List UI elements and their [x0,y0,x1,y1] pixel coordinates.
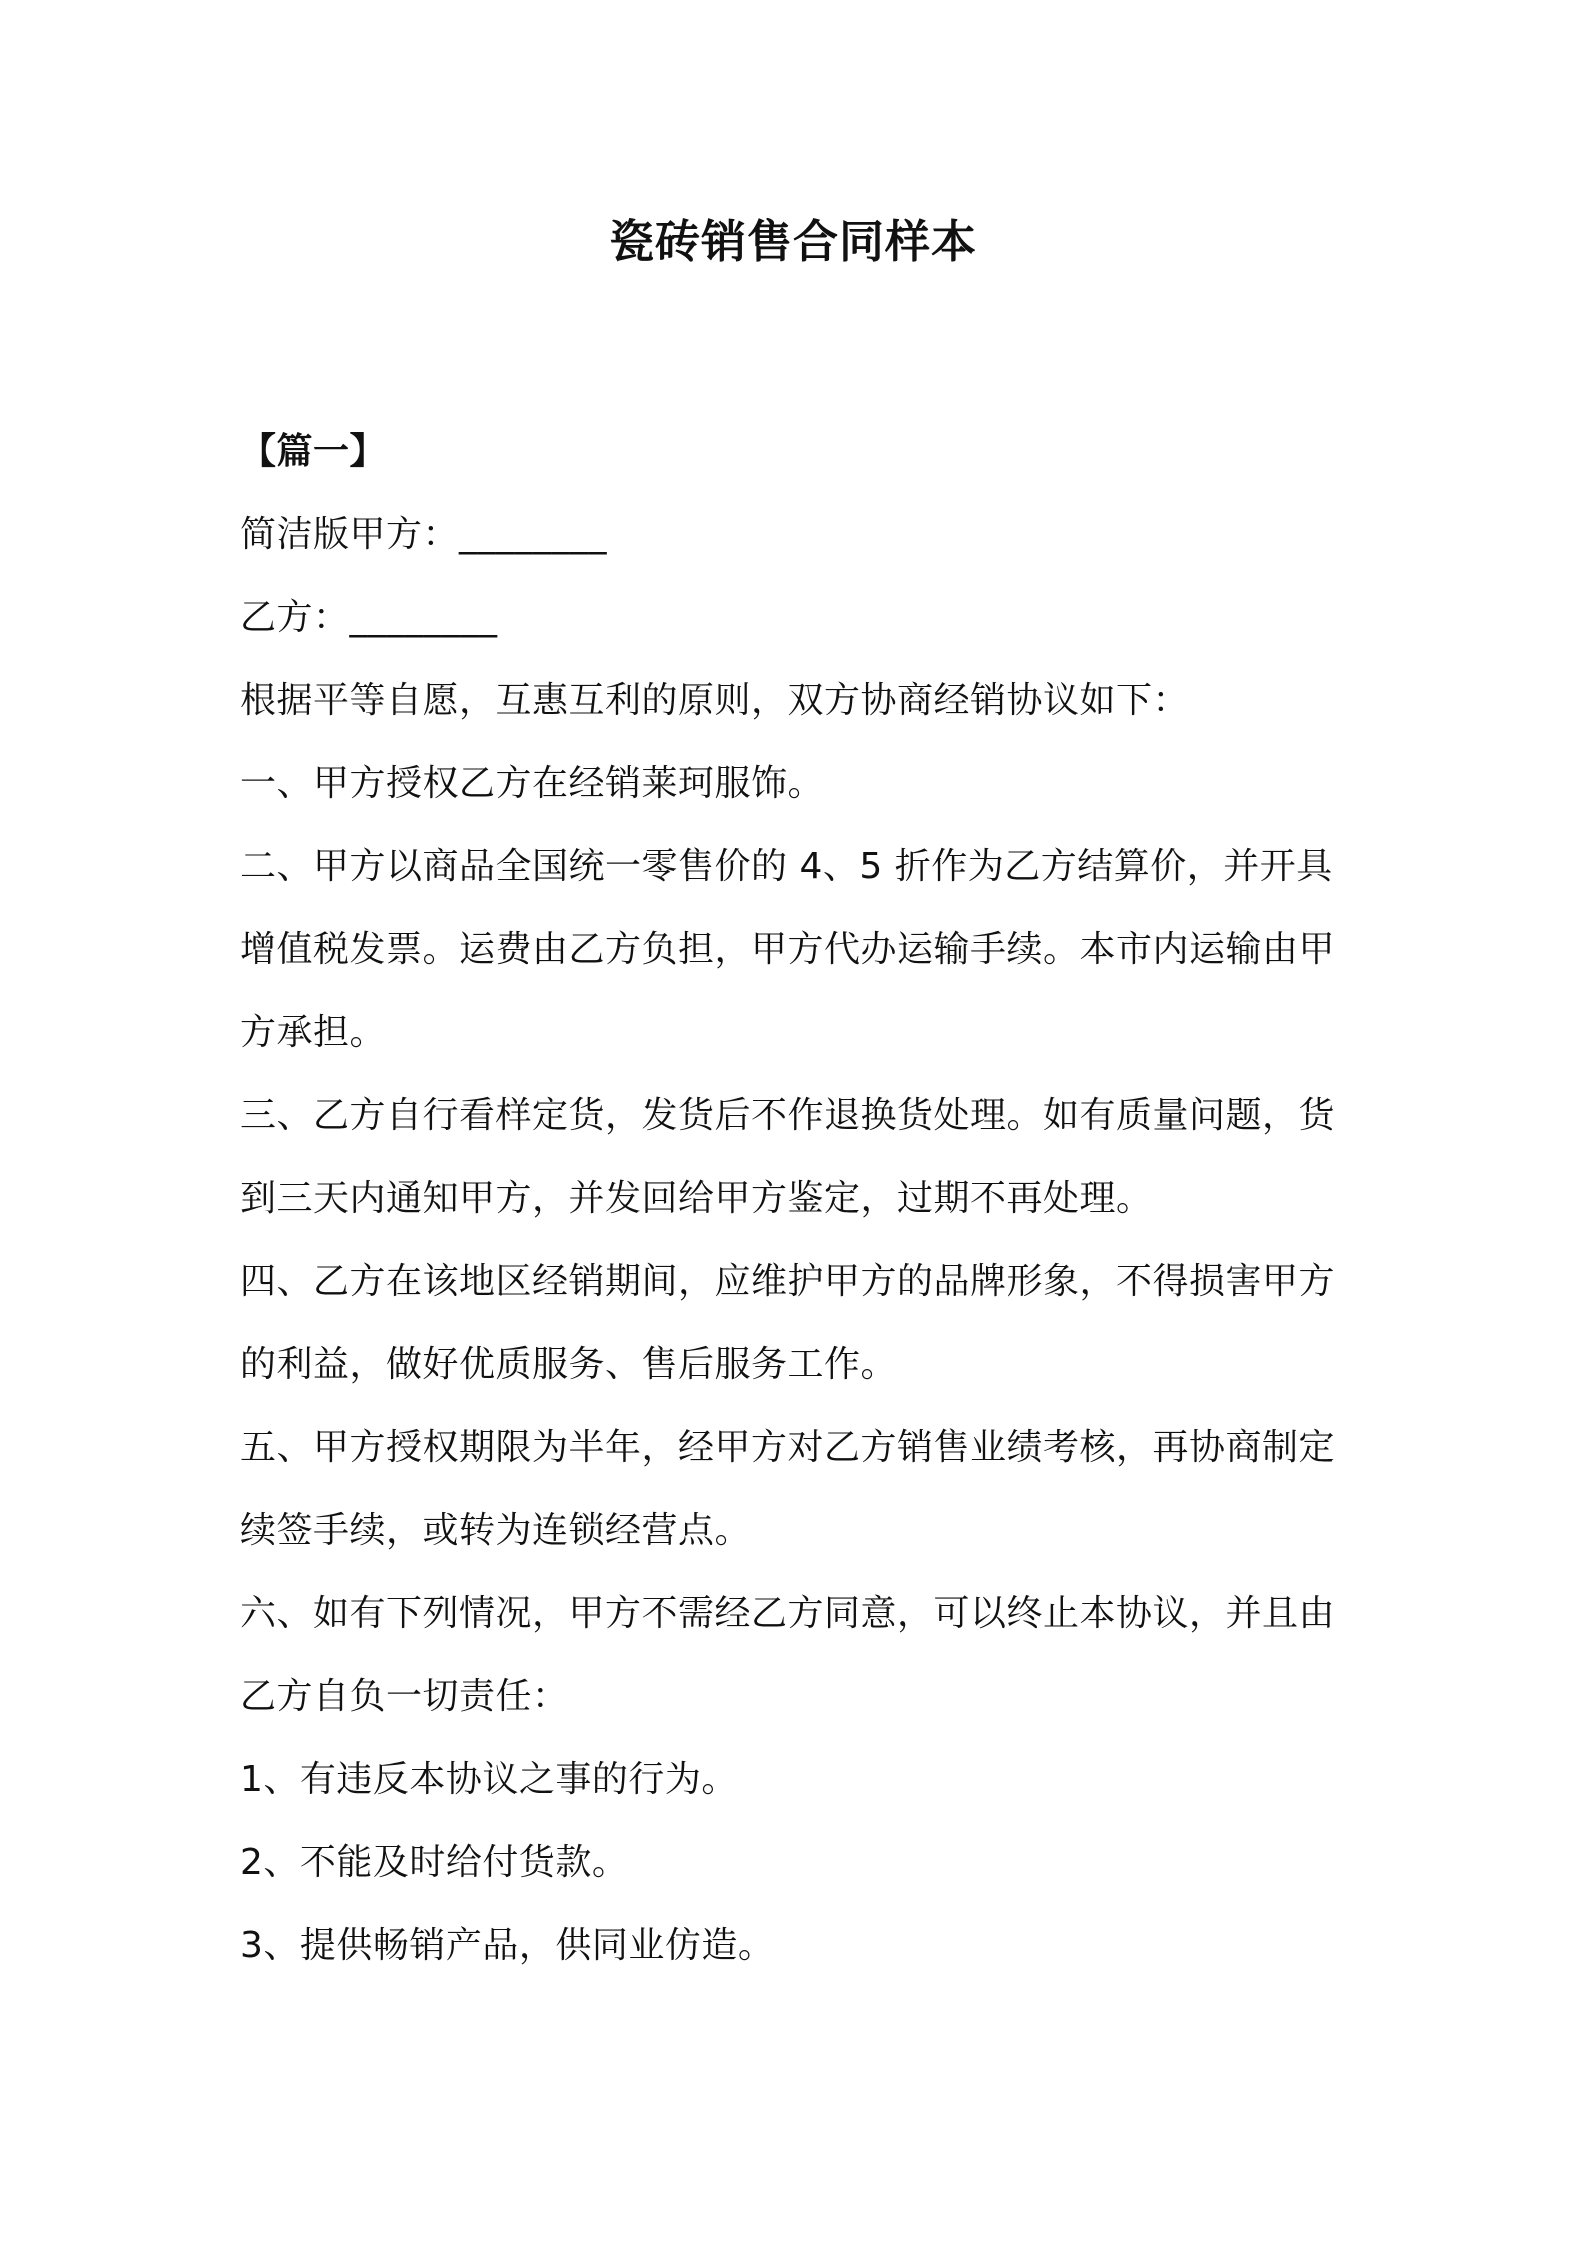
clause-paragraph: 六、如有下列情况，甲方不需经乙方同意，可以终止本协议，并且由乙方自负一切责任： [240,1593,1336,1717]
preamble-paragraph: 根据平等自愿，互惠互利的原则，双方协商经销协议如下： [240,680,1190,721]
party-b-line: 乙方：________ [240,597,498,638]
clause-paragraph: 四、乙方在该地区经销期间，应维护甲方的品牌形象，不得损害甲方的利益，做好优质服务、售后服务工作。 [240,1261,1336,1385]
clause-paragraph: 三、乙方自行看样定货，发货后不作退换货处理。如有质量问题，货到三天内通知甲方，并发回给甲方鉴定，过期不再处理。 [240,1095,1336,1219]
clause-paragraph: 五、甲方授权期限为半年，经甲方对乙方销售业绩考核，再协商制定续签手续，或转为连锁经营点。 [240,1427,1336,1551]
list-item: 3、提供畅销产品，供同业仿造。 [240,1925,775,1966]
section-heading: 【篇一】 [240,431,387,472]
list-item: 2、不能及时给付货款。 [240,1842,629,1883]
clause-paragraph: 二、甲方以商品全国统一零售价的 4、5 折作为乙方结算价，并开具增值税发票。运费由乙方负担，甲方代办运输手续。本市内运输由甲方承担。 [240,846,1336,1053]
party-a-line: 简洁版甲方：________ [240,514,608,555]
list-item: 1、有违反本协议之事的行为。 [240,1759,738,1800]
clause-paragraph: 一、甲方授权乙方在经销莱珂服饰。 [240,763,825,804]
document-body [240,410,1352,1987]
document-title: 瓷砖销售合同样本 [608,215,977,268]
